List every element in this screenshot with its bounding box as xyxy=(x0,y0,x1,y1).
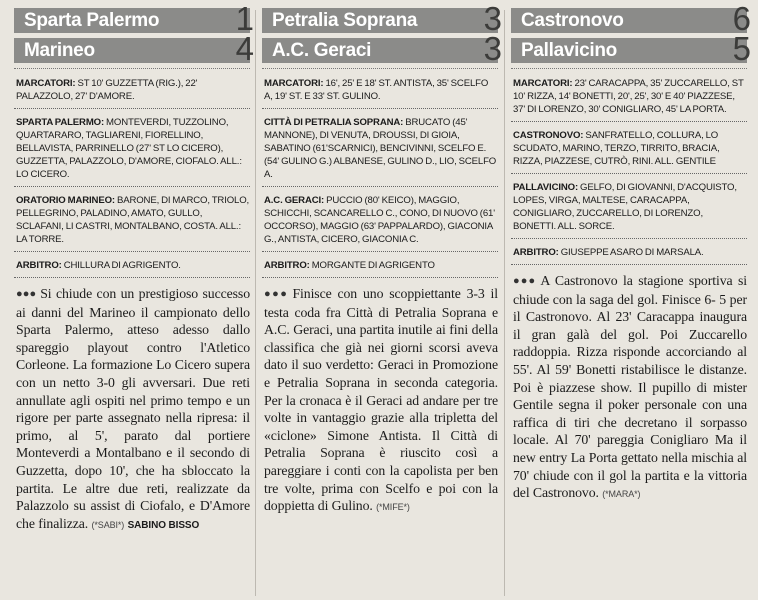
scorers xyxy=(513,77,747,116)
away-team-name: Pallavicino xyxy=(521,40,617,61)
home-team-name: Castronovo xyxy=(521,10,624,31)
home-lineup-text: MONTEVERDI, TUZZOLINO, QUARTARARO, TAGLIARENI, FIORELLINO, BELLAVISTA, PARRINELLO (27' ST LO CICERO), GUZZETTA, PALAZZOLO, D'AMORE, CIOFALO. ALL.: LO CICERO. xyxy=(16,117,242,180)
away-lineup-text: GELFO, DI GIOVANNI, D'ACQUISTO, LOPES, VIRGA, MALTESE, CARACAPPA, CONIGLIARO, ZUCCARELLO, DI LORENZO, BONETTI. ALL. SORCE. xyxy=(513,182,737,232)
bullet-icon: ●●● xyxy=(16,288,37,300)
separator xyxy=(262,277,498,278)
home-team-name: Sparta Palermo xyxy=(24,10,160,31)
away-score-row xyxy=(14,30,254,67)
separator xyxy=(14,277,250,278)
home-lineup xyxy=(264,116,498,181)
separator xyxy=(14,68,250,71)
referee xyxy=(16,259,250,272)
home-team-goals: 6 xyxy=(732,0,751,37)
signature-short: (*MARA*) xyxy=(602,489,641,500)
scorers-label: MARCATORI: xyxy=(264,78,324,89)
away-lineup xyxy=(513,181,747,233)
column-divider xyxy=(504,10,505,596)
match-report-sparta-marineo xyxy=(14,0,254,596)
match-report-petralia-geraci xyxy=(262,0,502,596)
home-team-goals: 1 xyxy=(235,0,254,37)
article-text: Si chiude con un prestigioso successo ai danni del Marineo il campionato dello Sparta Palermo, atteso adesso dallo spareggio playout contro l'Atletico Corleone. La formazione Lo Cicero supera con un netto 3-0 gli avversari. Due reti annullate agli ospiti nel primo tempo e un rigore per parte assegnato nella ripresa: il primo, al 5', parato dal portiere Monteverdi a Montalbano e il secondo di Guzzetta, dopo 10', che ha sbloccato la partita. Le altre due reti, realizzate da Palazzolo su assist di Ciofalo, e D'Amore che finalizza. xyxy=(16,286,251,531)
match-report-castronovo-pallavicino xyxy=(511,0,751,596)
home-lineup xyxy=(513,129,747,168)
separator xyxy=(262,251,498,252)
article-text: Finisce con uno scoppiettante 3-3 il testa coda fra Città di Petralia Soprana e A.C. Geraci, una partita inutile ai fini della classifica che già nei giorni scorsi aveva dato il suo verdetto: Geraci in Promozione e Petralia Soprana in seconda categoria. Per la cronaca è il Geraci ad andare per tre volte in vantaggio grazie alla tripletta del «ciclone» Simone Antista. Il Città di Petralia Soprana è riuscito così a pareggiare i conti con la capolista per ben tre volte, prima con Scelfo e poi con la doppietta di Gulino. xyxy=(264,286,498,514)
separator xyxy=(14,251,250,252)
referee-text: GIUSEPPE ASARO DI MARSALA. xyxy=(560,247,704,258)
away-team-goals: 3 xyxy=(483,30,502,67)
referee-text: MORGANTE DI AGRIGENTO xyxy=(311,260,435,271)
scorers-text: 16', 25' E 18' ST. ANTISTA, 35' SCELFO A, 19' ST. E 33' ST. GULINO. xyxy=(264,78,489,102)
home-lineup-label: SPARTA PALERMO: xyxy=(16,117,105,128)
separator xyxy=(14,108,250,109)
away-lineup-label: PALLAVICINO: xyxy=(513,182,578,193)
away-team-goals: 5 xyxy=(732,30,751,67)
away-score-row xyxy=(262,30,502,67)
scorers xyxy=(16,77,250,103)
away-team-name: Marineo xyxy=(24,40,95,61)
scorers-text: ST 10' GUZZETTA (RIG.), 22' PALAZZOLO, 27' D'AMORE. xyxy=(16,78,198,102)
away-lineup-label: A.C. GERACI: xyxy=(264,195,325,206)
away-lineup-text: BARONE, DI MARCO, TRIOLO, PELLEGRINO, PALADINO, AMATO, GULLO, SCLAFANI, LI CASTRI, MONTALBANO, COSTA. ALL.: LA TORRE. xyxy=(16,195,250,245)
separator xyxy=(262,186,498,187)
home-score-row xyxy=(14,0,254,37)
away-lineup-label: ORATORIO MARINEO: xyxy=(16,195,115,206)
away-team-name: A.C. Geraci xyxy=(272,40,372,61)
separator xyxy=(262,68,498,71)
separator xyxy=(511,68,747,71)
separator xyxy=(14,186,250,187)
referee-label: ARBITRO: xyxy=(16,260,62,271)
home-score-row xyxy=(262,0,502,37)
separator xyxy=(511,264,747,265)
home-lineup xyxy=(16,116,250,181)
referee-label: ARBITRO: xyxy=(513,247,559,258)
away-lineup xyxy=(16,194,250,246)
article-text: A Castronovo la stagione sportiva si chiude con la saga del gol. Finisce 6- 5 per il Castronovo. Al 23' Caracappa inaugura il gran galà del gol. Poi Zuccarello raddoppia. Rizza risponde accorciando al 55'. Al 59' Bonetti ristabilisce le distanze. Poi è piazzese show. Il pupillo di mister Gentile segna il poker personale con una raffica di tiri che decretano il sorpasso locale. Al 70' pareggia Conigliaro Ma il new entry La Porta gettato nella mischia al 70' chiude con il gol la partita e la vittoria del Castronovo. xyxy=(513,273,747,501)
referee xyxy=(513,246,747,259)
referee xyxy=(264,259,498,272)
home-lineup-text: SANFRATELLO, COLLURA, LO SCUDATO, MARINO, TERZO, TIRRITO, BRACIA, RIZZA, PIAZZESE, CUTRÒ, RINI. ALL. GENTILE xyxy=(513,130,720,167)
home-score-row xyxy=(511,0,751,37)
separator xyxy=(262,108,498,109)
away-score-row xyxy=(511,30,751,67)
referee-text: CHILLURA DI AGRIGENTO. xyxy=(63,260,181,271)
home-lineup-label: CASTRONOVO: xyxy=(513,130,584,141)
separator xyxy=(511,238,747,239)
column-divider xyxy=(255,10,256,596)
home-team-goals: 3 xyxy=(483,0,502,37)
scorers-label: MARCATORI: xyxy=(16,78,76,89)
article-body xyxy=(16,285,250,534)
scorers xyxy=(264,77,498,103)
bullet-icon: ●●● xyxy=(264,288,289,300)
away-lineup-text: PUCCIO (80' KEICO), MAGGIO, SCHICCHI, SCANCARELLO C., CONO, DI NUOVO (61' OCCORSO), MAGGIO (63' PAPPALARDO), GIACONIA G., ANTISTA, CICERO, GIACONIA C. xyxy=(264,195,495,245)
signature-short: (*MIFE*) xyxy=(376,502,410,513)
home-lineup-text: BRUCATO (45' MANNONE), DI VENUTA, DROUSSI, DI GIOIA, SABATINO (61'SCARNICI), BENCIVINNI, SCELFO E. (54' GULINO G.) ALBANESE, GULINO D., LIO, SCELFO A. xyxy=(264,117,497,180)
referee-label: ARBITRO: xyxy=(264,260,310,271)
signature-name: SABINO BISSO xyxy=(127,519,200,531)
away-team-goals: 4 xyxy=(235,30,254,67)
scorers-text: 23' CARACAPPA, 35' ZUCCARELLO, ST 10' RIZZA, 14' BONETTI, 20', 25', 30' E 40' PIAZZESE, 37' DI LORENZO, 30' CONIGLIARO, 45' LA PORTA. xyxy=(513,78,744,115)
separator xyxy=(511,173,747,174)
bullet-icon: ●●● xyxy=(513,275,537,287)
home-team-name: Petralia Soprana xyxy=(272,10,418,31)
separator xyxy=(511,121,747,122)
signature-short: (*SABI*) xyxy=(91,519,125,530)
article-body xyxy=(264,285,498,517)
scorers-label: MARCATORI: xyxy=(513,78,573,89)
home-lineup-label: CITTÀ DI PETRALIA SOPRANA: xyxy=(264,117,404,128)
article-body xyxy=(513,272,747,504)
away-lineup xyxy=(264,194,498,246)
